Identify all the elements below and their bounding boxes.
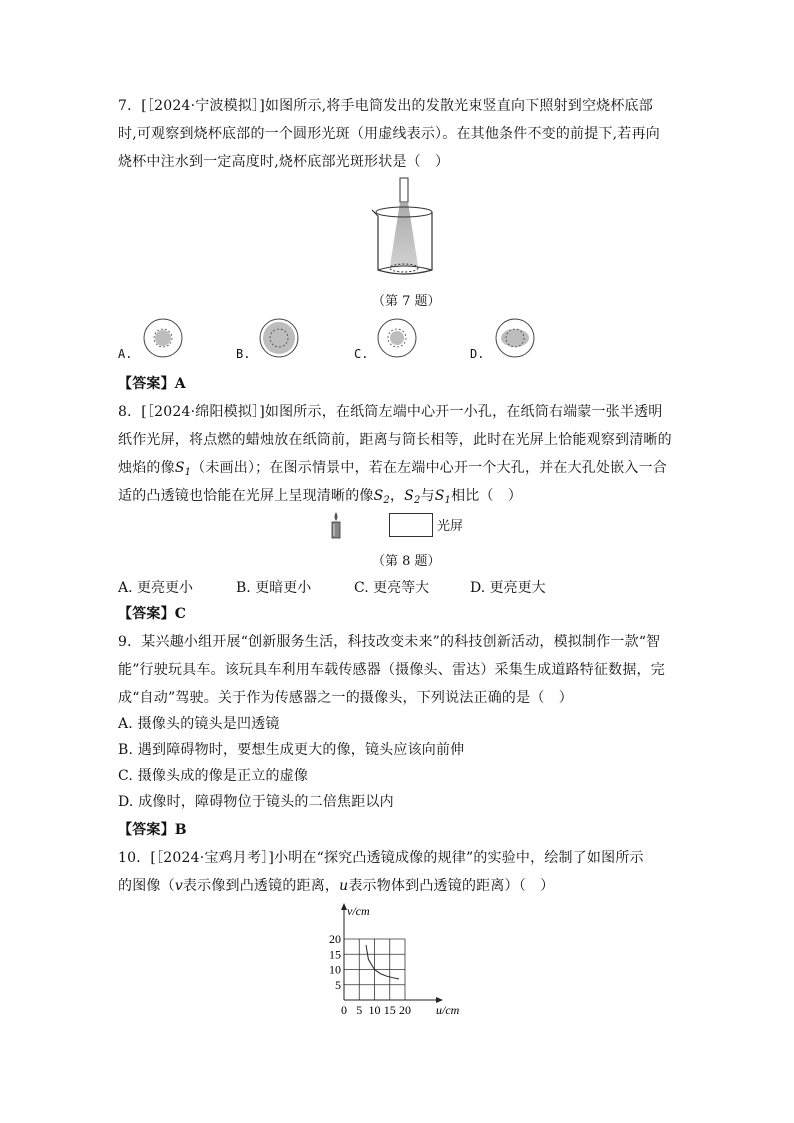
y-axis-label: v/cm: [347, 904, 370, 918]
x-tick-label: 5: [356, 1003, 363, 1017]
q7-option-b-label: B.: [236, 347, 251, 361]
q8-line4-and: 与: [420, 488, 435, 504]
q8-s2b-subscript: 2: [413, 495, 421, 506]
q8-stem-line-4: [118, 486, 522, 511]
q10-uv-chart: [322, 900, 472, 1018]
y-tick-label: 20: [329, 932, 341, 946]
q8-s1-subscript: 1: [184, 467, 192, 478]
q7-option-c-label: C.: [354, 347, 369, 361]
q7-beaker-figure: [366, 176, 446, 280]
q9-answer: 【答案】B: [118, 822, 187, 838]
q7-caption: （第 7 题）: [372, 294, 441, 309]
x-tick-label: 20: [399, 1003, 411, 1017]
q8-stem-line-1: 8．[［2024·绵阳模拟］]如图所示，在纸筒左端中心开一小孔，在纸筒右端蒙一张半透明: [118, 404, 663, 420]
q8-s2b-symbol: S: [404, 488, 414, 504]
y-tick-label: 5: [335, 977, 341, 992]
q8-line4-comma: ，: [389, 488, 405, 504]
q9-option-d: D. 成像时，障碍物位于镜头的二倍焦距以内: [118, 794, 394, 810]
uv-curve: [366, 945, 399, 979]
q10-stem-line-1: 10．[［2024·宝鸡月考］]小明在“探究凸透镜成像的规律”的实验中，绘制了如图所示: [118, 850, 644, 866]
y-tick-label: 15: [329, 947, 341, 962]
q8-paper-tube: [389, 513, 433, 537]
q8-screen-label: 光屏: [437, 519, 464, 534]
q8-s1-symbol: S: [174, 460, 185, 476]
q9-stem-line-1: 9．某兴趣小组开展“创新服务生活，科技改变未来”的科技创新活动，模拟制作一款“智: [118, 634, 661, 650]
q7-answer: 【答案】A: [118, 376, 186, 392]
q8-s1b-symbol: S: [434, 488, 445, 504]
q7-option-d-figure: [493, 316, 537, 360]
q7-option-a-figure: [141, 316, 185, 360]
q8-stem-line-3: [118, 458, 667, 483]
q8-option-d: D. 更亮更大: [470, 580, 546, 596]
q10-v-symbol: v: [174, 878, 183, 894]
q7-option-d-label: D.: [470, 347, 485, 361]
q8-stem-line-2: 纸作光屏，将点燃的蜡烛放在纸筒前，距离与筒长相等，此时在光屏上恰能观察到清晰的: [118, 432, 672, 448]
q8-line3-text-a: 烛焰的像: [118, 460, 175, 476]
q8-s2-subscript: 2: [383, 495, 390, 506]
q9-stem-line-3: 成“自动”驾驶。关于作为传感器之一的摄像头，下列说法正确的是（ ）: [118, 690, 573, 706]
q9-stem-line-2: 能”行驶玩具车。该玩具车利用车载传感器（摄像头、雷达）采集生成道路特征数据，完: [118, 662, 665, 678]
q10-line2-text-c: 表示物体到凸透镜的距离）（ ）: [348, 878, 555, 894]
q8-s1b-subscript: 1: [444, 495, 452, 506]
q8-s2-symbol: S: [373, 488, 384, 504]
q9-option-b: B. 遇到障碍物时，要想生成更大的像，镜头应该向前伸: [118, 742, 465, 758]
q8-answer: 【答案】C: [118, 606, 187, 622]
q7-stem-line-3: 烧杯中注水到一定高度时,烧杯底部光斑形状是（ ）: [118, 154, 450, 170]
q8-candle-figure: [326, 510, 346, 540]
q9-option-c: C. 摄像头成的像是正立的虚像: [118, 768, 309, 784]
q8-line4-text-b: 相比（ ）: [451, 488, 523, 504]
y-tick-label: 10: [329, 962, 341, 977]
q7-stem-line-2: 时,可观察到烧杯底部的一个圆形光斑（用虚线表示）。在其他条件不变的前提下,若再向: [118, 126, 660, 142]
q10-u-symbol: u: [339, 878, 349, 894]
q9-option-a: A. 摄像头的镜头是凹透镜: [118, 716, 280, 732]
x-axis-label: u/cm: [436, 1003, 460, 1017]
q7-option-a-label: A.: [118, 347, 133, 361]
q10-line2-text-a: 的图像（: [118, 878, 175, 894]
q8-line3-text-b: （未画出）；在图示情景中，若在左端中心开一个大孔，并在大孔处嵌入一合: [191, 460, 667, 476]
x-tick-label: 10: [368, 1003, 381, 1017]
q10-stem-line-2: [118, 876, 554, 896]
q10-line2-text-b: 表示像到凸透镜的距离，: [182, 878, 340, 894]
x-tick-label: 15: [383, 1003, 396, 1017]
x-tick-label: 0: [341, 1003, 347, 1017]
q7-option-c-figure: [375, 316, 419, 360]
q7-stem-line-1: 7．[［2024·宁波模拟］]如图所示,将手电筒发出的发散光束竖直向下照射到空烧杯底部: [118, 98, 653, 114]
q8-caption: （第 8 题）: [372, 554, 441, 569]
q8-option-a: A. 更亮更小: [118, 580, 194, 596]
q7-option-b-figure: [257, 316, 301, 360]
q8-line4-text-a: 适的凸透镜也恰能在光屏上呈现清晰的像: [118, 488, 374, 504]
q8-option-b: B. 更暗更小: [236, 580, 312, 596]
q8-option-c: C. 更亮等大: [354, 580, 430, 596]
